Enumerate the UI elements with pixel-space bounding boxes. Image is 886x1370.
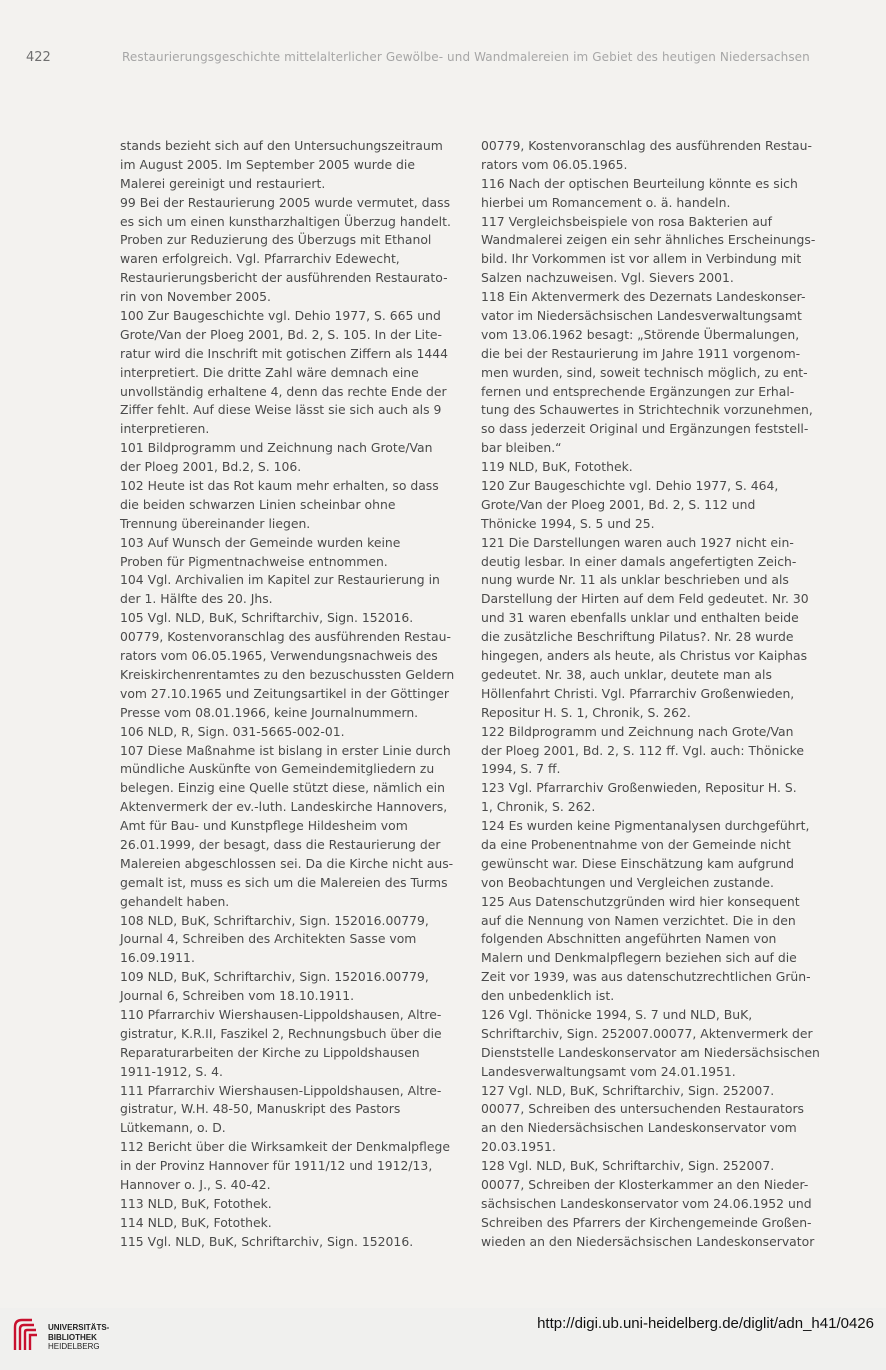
footnote-line: bild. Ihr Vorkommen ist vor allem in Verbindung mit xyxy=(481,251,802,267)
footnote-line: 99 Bei der Restaurierung 2005 wurde vermutet, dass xyxy=(120,194,451,210)
footnote-line: sächsischen Landeskonservator vom 24.06.1952 und xyxy=(481,1195,812,1211)
footnote-line: Repositur H. S. 1, Chronik, S. 262. xyxy=(481,704,691,720)
footnote-line: 1911-1912, S. 4. xyxy=(120,1063,223,1079)
footnote-line: Thönicke 1994, S. 5 und 25. xyxy=(481,515,655,531)
footnote-line: 114 NLD, BuK, Fotothek. xyxy=(120,1214,272,1230)
footnote-line: gistratur, K.R.II, Faszikel 2, Rechnungsbuch über die xyxy=(120,1025,442,1041)
footnote-line: 00077, Schreiben des untersuchenden Restaurators xyxy=(481,1101,804,1117)
footnote-line: 128 Vgl. NLD, BuK, Schriftarchiv, Sign. 252007. xyxy=(481,1158,775,1174)
footnote-line: mündliche Auskünfte von Gemeindemitgliedern zu xyxy=(120,761,435,777)
footnote-line: von Beobachtungen und Vergleichen zustande. xyxy=(481,874,774,890)
footnote-line: die zusätzliche Beschriftung Pilatus?. Nr. 28 wurde xyxy=(481,629,794,645)
footnote-line: 1, Chronik, S. 262. xyxy=(481,799,596,815)
footnote-line: gehandelt haben. xyxy=(120,893,230,909)
footnote-line: 109 NLD, BuK, Schriftarchiv, Sign. 152016.00779, xyxy=(120,969,429,985)
footnote-line: men wurden, sind, soweit technisch möglich, zu ent- xyxy=(481,364,808,380)
footnote-line: Zeit vor 1939, was aus datenschutzrechtlichen Grün- xyxy=(481,969,811,985)
footnote-line: in der Provinz Hannover für 1911/12 und 1912/13, xyxy=(120,1158,433,1174)
source-url-link[interactable]: http://digi.ub.uni-heidelberg.de/diglit/adn_h41/0426 xyxy=(537,1315,874,1332)
footnote-line: 102 Heute ist das Rot kaum mehr erhalten, so dass xyxy=(120,478,439,494)
footnote-line: 122 Bildprogramm und Zeichnung nach Grote/Van xyxy=(481,723,794,739)
footnote-line: deutig lesbar. In einer damals angefertigten Zeich- xyxy=(481,553,797,569)
footnote-line: 115 Vgl. NLD, BuK, Schriftarchiv, Sign. 152016. xyxy=(120,1233,414,1249)
footnote-line: rin von November 2005. xyxy=(120,289,271,305)
footnote-line: 00779, Kostenvoranschlag des ausführenden Restau- xyxy=(120,629,451,645)
footnote-line: 125 Aus Datenschutzgründen wird hier konsequent xyxy=(481,893,800,909)
footnote-line: 101 Bildprogramm und Zeichnung nach Grote/Van xyxy=(120,440,433,456)
footnote-line: 111 Pfarrarchiv Wiershausen-Lippoldshausen, Altre- xyxy=(120,1082,442,1098)
library-name-line2: BIBLIOTHEK xyxy=(48,1332,97,1342)
footnote-line: der Ploeg 2001, Bd. 2, S. 112 ff. Vgl. auch: Thönicke xyxy=(481,742,804,758)
library-name-line1: UNIVERSITÄTS- xyxy=(48,1323,110,1332)
footnote-line: der 1. Hälfte des 20. Jhs. xyxy=(120,591,273,607)
footnote-line: interpretiert. Die dritte Zahl wäre demnach eine xyxy=(120,364,419,380)
footnote-line: Journal 4, Schreiben des Architekten Sasse vom xyxy=(120,931,417,947)
footnote-line: 110 Pfarrarchiv Wiershausen-Lippoldshausen, Altre- xyxy=(120,1006,442,1022)
footnote-line: ratur wird die Inschrift mit gotischen Ziffern als 1444 xyxy=(120,345,448,361)
footnote-line: Trennung übereinander liegen. xyxy=(120,515,311,531)
footnote-line: 118 Ein Aktenvermerk des Dezernats Landeskonser- xyxy=(481,289,806,305)
footnote-line: Amt für Bau- und Kunstpflege Hildesheim vom xyxy=(120,818,408,834)
footnote-line: die bei der Restaurierung im Jahre 1911 vorgenom- xyxy=(481,345,801,361)
footnote-line: Lütkemann, o. D. xyxy=(120,1120,226,1136)
footnote-line: Ziffer fehlt. Auf diese Weise lässt sie sich auch als 9 xyxy=(120,402,442,418)
running-title: Restaurierungsgeschichte mittelalterlicher Gewölbe- und Wandmalereien im Gebiet des heutigen Niedersachsen xyxy=(122,50,810,64)
footnote-line: Schreiben des Pfarrers der Kirchengemeinde Großen- xyxy=(481,1214,812,1230)
footnote-line: rators vom 06.05.1965, Verwendungsnachweis des xyxy=(120,648,438,664)
footnote-line: waren erfolgreich. Vgl. Pfarrarchiv Edewecht, xyxy=(120,251,400,267)
footnote-line: im August 2005. Im September 2005 wurde die xyxy=(120,156,415,172)
page-header xyxy=(26,50,866,65)
footnote-line: hingegen, anders als heute, als Christus vor Kaiphas xyxy=(481,648,808,664)
footnote-line: Kreiskirchenrentamtes zu den bezuschussten Geldern xyxy=(120,666,455,682)
footnote-line: 00779, Kostenvoranschlag des ausführenden Restau- xyxy=(481,138,812,153)
footnote-line: Malern und Denkmalpflegern beziehen sich auf die xyxy=(481,950,797,966)
footnote-line: bar bleiben.“ xyxy=(481,440,562,456)
footnote-line: Proben für Pigmentnachweise entnommen. xyxy=(120,553,388,569)
footnote-line: Grote/Van der Ploeg 2001, Bd. 2, S. 112 und xyxy=(481,496,756,512)
library-logo[interactable] xyxy=(12,1317,122,1357)
footnote-line: belegen. Einzig eine Quelle stützt diese, nämlich ein xyxy=(120,780,445,796)
library-name-line3: HEIDELBERG xyxy=(48,1342,100,1351)
footnote-line: fernen und entsprechende Ergänzungen zur Erhal- xyxy=(481,383,795,399)
footnote-line: so dass jederzeit Original und Ergänzungen feststell- xyxy=(481,421,809,437)
footnote-line: 103 Auf Wunsch der Gemeinde wurden keine xyxy=(120,534,401,550)
footnote-line: 123 Vgl. Pfarrarchiv Großenwieden, Repositur H. S. xyxy=(481,780,797,796)
footnote-line: tung des Schauwertes in Strichtechnik vorzunehmen, xyxy=(481,402,813,418)
footnote-line: Proben zur Reduzierung des Überzugs mit Ethanol xyxy=(120,232,432,248)
footnote-line: es sich um einen kunstharzhaltigen Überzug handelt. xyxy=(120,213,451,229)
footnote-line: Höllenfahrt Christi. Vgl. Pfarrarchiv Großenwieden, xyxy=(481,685,795,701)
footnote-line: 106 NLD, R, Sign. 031-5665-002-01. xyxy=(120,723,345,739)
right-column-footnotes xyxy=(481,137,820,1252)
footnote-line: rators vom 06.05.1965. xyxy=(481,156,628,172)
footnote-line: gewünscht war. Diese Einschätzung kam aufgrund xyxy=(481,855,795,871)
footnote-line: 16.09.1911. xyxy=(120,950,195,966)
footnote-line: da eine Probenentnahme von der Gemeinde nicht xyxy=(481,836,791,852)
footnote-line: Wandmalerei zeigen ein sehr ähnliches Erscheinungs- xyxy=(481,232,816,248)
footnote-line: 108 NLD, BuK, Schriftarchiv, Sign. 152016.00779, xyxy=(120,912,429,928)
footnote-line: vator im Niedersächsischen Landesverwaltungsamt xyxy=(481,308,802,324)
footnote-line: 124 Es wurden keine Pigmentanalysen durchgeführt, xyxy=(481,818,810,834)
footnote-line: gemalt ist, muss es sich um die Malereien des Turms xyxy=(120,874,448,890)
footnote-line: 119 NLD, BuK, Fotothek. xyxy=(481,459,633,475)
footnote-line: an den Niedersächsischen Landeskonservator vom xyxy=(481,1120,797,1136)
footnote-line: nung wurde Nr. 11 als unklar beschrieben und als xyxy=(481,572,789,588)
footnote-line: gedeutet. Nr. 38, auch unklar, deutete man als xyxy=(481,666,772,682)
footnote-line: folgenden Abschnitten angeführten Namen von xyxy=(481,931,777,947)
footnote-line: interpretieren. xyxy=(120,421,210,437)
footnote-line: 105 Vgl. NLD, BuK, Schriftarchiv, Sign. 152016. xyxy=(120,610,414,626)
library-logo-icon xyxy=(12,1317,40,1353)
footnote-line: Landesverwaltungsamt vom 24.01.1951. xyxy=(481,1063,736,1079)
footnote-line: Salzen nachzuweisen. Vgl. Sievers 2001. xyxy=(481,270,734,286)
footnote-line: 104 Vgl. Archivalien im Kapitel zur Restaurierung in xyxy=(120,572,440,588)
page-number: 422 xyxy=(26,50,51,65)
footnote-line: Malereien abgeschlossen sei. Da die Kirche nicht aus- xyxy=(120,855,454,871)
footnote-line: vom 27.10.1965 und Zeitungsartikel in der Göttinger xyxy=(120,685,450,701)
footnote-line: der Ploeg 2001, Bd.2, S. 106. xyxy=(120,459,302,475)
footnote-line: Schriftarchiv, Sign. 252007.00077, Aktenvermerk der xyxy=(481,1025,813,1041)
footnote-line: die beiden schwarzen Linien scheinbar ohne xyxy=(120,496,396,512)
footnote-line: 113 NLD, BuK, Fotothek. xyxy=(120,1195,272,1211)
footnote-line: 100 Zur Baugeschichte vgl. Dehio 1977, S. 665 und xyxy=(120,308,441,324)
footnote-line: 120 Zur Baugeschichte vgl. Dehio 1977, S. 464, xyxy=(481,478,779,494)
footnote-line: 127 Vgl. NLD, BuK, Schriftarchiv, Sign. 252007. xyxy=(481,1082,775,1098)
footnote-line: Aktenvermerk der ev.-luth. Landeskirche Hannovers, xyxy=(120,799,448,815)
footnote-line: den unbedenklich ist. xyxy=(481,988,615,1004)
footnote-line: 121 Die Darstellungen waren auch 1927 nicht ein- xyxy=(481,534,794,550)
footnote-line: hierbei um Romancement o. ä. handeln. xyxy=(481,194,731,210)
footnote-line: Darstellung der Hirten auf dem Feld gedeutet. Nr. 30 xyxy=(481,591,809,607)
footnote-line: 107 Diese Maßnahme ist bislang in erster Linie durch xyxy=(120,742,451,758)
footnote-line: 00077, Schreiben der Klosterkammer an den Nieder- xyxy=(481,1176,809,1192)
footnote-line: Restaurierungsbericht der ausführenden Restaurato- xyxy=(120,270,448,286)
footnote-line: Hannover o. J., S. 40-42. xyxy=(120,1176,271,1192)
footnote-line: unvollständig erhaltene 4, denn das rechte Ende der xyxy=(120,383,447,399)
footnote-line: Journal 6, Schreiben vom 18.10.1911. xyxy=(120,988,355,1004)
footnote-line: wieden an den Niedersächsischen Landeskonservator xyxy=(481,1233,815,1249)
left-column-footnotes xyxy=(120,137,468,1252)
footnote-line: 20.03.1951. xyxy=(481,1139,556,1155)
footnote-line: 112 Bericht über die Wirksamkeit der Denkmalpflege xyxy=(120,1139,450,1155)
library-name xyxy=(48,1323,109,1352)
footnote-line: stands bezieht sich auf den Untersuchungszeitraum xyxy=(120,138,443,153)
footnote-line: 117 Vergleichsbeispiele von rosa Bakterien auf xyxy=(481,213,773,229)
footnote-line: und 31 waren ebenfalls unklar und enthalten beide xyxy=(481,610,799,626)
footnote-line: 1994, S. 7 ff. xyxy=(481,761,561,777)
footnote-line: vom 13.06.1962 besagt: „Störende Übermalungen, xyxy=(481,326,800,342)
footnote-line: 126 Vgl. Thönicke 1994, S. 7 und NLD, BuK, xyxy=(481,1006,753,1022)
footnote-line: Dienststelle Landeskonservator am Niedersächsischen xyxy=(481,1044,820,1060)
footnote-line: Reparaturarbeiten der Kirche zu Lippoldshausen xyxy=(120,1044,420,1060)
footnote-line: Presse vom 08.01.1966, keine Journalnummern. xyxy=(120,704,419,720)
footnote-line: auf die Nennung von Namen verzichtet. Die in den xyxy=(481,912,796,928)
footnote-line: 116 Nach der optischen Beurteilung könnte es sich xyxy=(481,175,798,191)
footnote-line: 26.01.1999, der besagt, dass die Restaurierung der xyxy=(120,836,441,852)
footnote-line: Grote/Van der Ploeg 2001, Bd. 2, S. 105. In der Lite- xyxy=(120,326,442,342)
footnote-line: Malerei gereinigt und restauriert. xyxy=(120,175,326,191)
footnote-line: gistratur, W.H. 48-50, Manuskript des Pastors xyxy=(120,1101,401,1117)
